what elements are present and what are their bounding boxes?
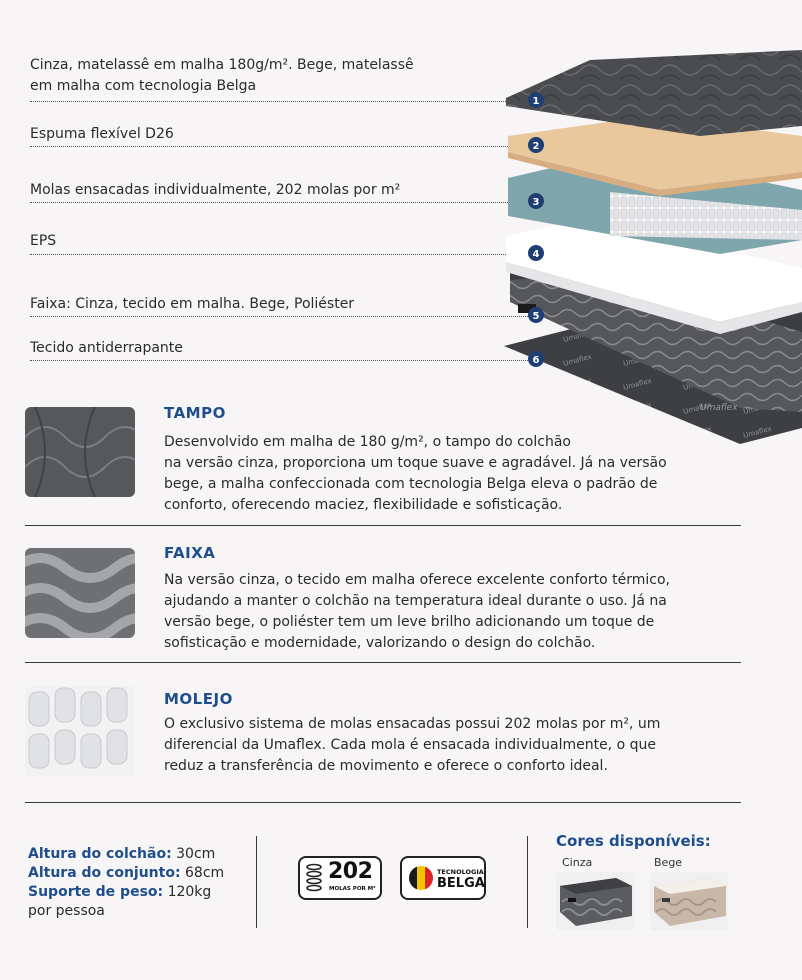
footer-separator	[256, 836, 257, 928]
svg-text:4: 4	[532, 249, 540, 260]
belgian-flag-icon	[408, 865, 434, 891]
faixa-title: FAIXA	[164, 544, 216, 562]
molejo-description: O exclusivo sistema de molas ensacadas possui 202 molas por m², um diferencial da Umaflex. Cada mola é ensacada individualmente, o que reduz a transferência de movimento e oferece o conforto ideal.	[164, 716, 661, 774]
svg-text:3: 3	[532, 197, 540, 208]
svg-text:6: 6	[532, 355, 540, 366]
spec-set-height: Altura do conjunto: 68cm	[28, 865, 225, 881]
spec-weight-support: Suporte de peso: 120kg	[28, 884, 212, 900]
belga-top-text: TECNOLOGIA	[437, 868, 484, 876]
molejo-title: MOLEJO	[164, 690, 233, 708]
springs-caption: MOLAS POR M²	[329, 886, 376, 892]
layer-4-text: EPS	[30, 233, 57, 249]
spec-weight-note: por pessoa	[28, 903, 105, 919]
leader-line	[30, 254, 528, 255]
belga-bottom-text: BELGA	[437, 876, 485, 891]
layer-number-badge-1	[528, 92, 544, 108]
svg-text:2: 2	[532, 141, 540, 152]
tampo-description: Desenvolvido em malha de 180 g/m², o tampo do colchão na versão cinza, proporciona um toque suave e agradável. Já na versão bege, a malha confeccionada com tecnologia Belga eleva o padrão de conforto, oferecendo maciez, flexibilidade e sofisticação.	[164, 434, 667, 513]
tampo-title: TAMPO	[164, 404, 226, 422]
section-divider	[25, 802, 741, 803]
faixa-description: Na versão cinza, o tecido em malha oferece excelente conforto térmico, ajudando a manter o colchão na temperatura ideal durante o uso. Já na versão bege, o poliéster tem um leve brilho adicionando um toque de sofisticação e modernidade, valorizando o design do colchão.	[164, 572, 670, 651]
leader-line	[30, 316, 528, 317]
layer-number-badge-3	[528, 193, 544, 209]
leader-line	[30, 101, 528, 102]
spec-mattress-height: Altura do colchão: 30cm	[28, 846, 216, 862]
spring-coil-icon	[307, 865, 321, 891]
layer-6-text: Tecido antiderrapante	[30, 340, 183, 356]
leader-line	[30, 202, 528, 203]
mattress-layers-illustration	[500, 40, 802, 460]
leader-line	[30, 360, 528, 361]
springs-number: 202	[328, 859, 373, 884]
faixa-fabric-thumbnail	[25, 548, 135, 638]
footer-separator	[527, 836, 528, 928]
section-divider	[25, 662, 741, 663]
molejo-springs-thumbnail	[25, 686, 135, 776]
color-option-label-bege: Bege	[654, 856, 683, 869]
color-swatch-bege[interactable]	[650, 872, 728, 930]
section-divider	[25, 525, 741, 526]
leader-line	[30, 146, 528, 147]
colors-title: Cores disponíveis:	[556, 832, 711, 850]
color-option-label-cinza: Cinza	[562, 856, 593, 869]
layer-2-text: Espuma flexível D26	[30, 126, 174, 142]
layer-1-quilted-top	[506, 50, 802, 136]
layer-1-text-line1: Cinza, matelassê em malha 180g/m². Bege, matelassê	[30, 57, 414, 73]
belga-technology-badge	[400, 856, 486, 900]
color-swatch-cinza[interactable]	[556, 872, 634, 930]
layer-1-text-line2: em malha com tecnologia Belga	[30, 78, 257, 94]
layer-3-text: Molas ensacadas individualmente, 202 molas por m²	[30, 182, 401, 198]
layer-number-badge-6	[528, 351, 544, 367]
tampo-fabric-thumbnail	[25, 407, 135, 497]
layer-number-badge-4	[528, 245, 544, 261]
svg-text:1: 1	[532, 96, 540, 107]
mattress-brand-text: Umaflex	[700, 403, 738, 413]
springs-count-badge	[298, 856, 382, 900]
svg-text:5: 5	[532, 311, 540, 322]
layer-5-text: Faixa: Cinza, tecido em malha. Bege, Poliéster	[30, 296, 355, 312]
layer-number-badge-2	[528, 137, 544, 153]
layer-number-badge-5	[528, 307, 544, 323]
